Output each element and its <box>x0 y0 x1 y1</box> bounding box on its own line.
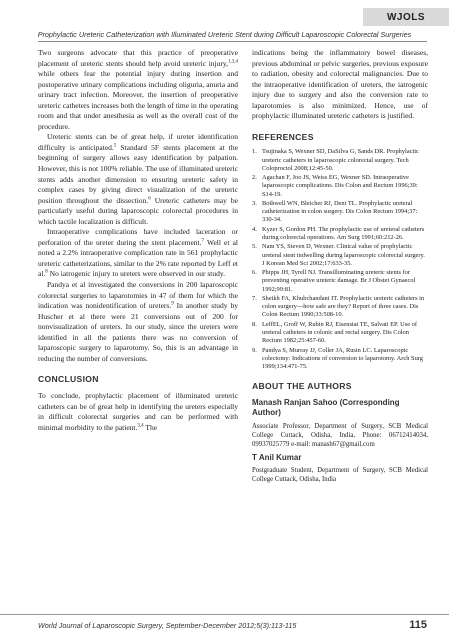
reference-number: 3. <box>252 199 257 207</box>
author-affiliation: Postgraduate Student, Department of Surgery, SCB Medical College Cuttack, Odisha, India <box>252 467 428 484</box>
section-heading-references: REFERENCES <box>252 131 314 142</box>
reference-item <box>252 226 428 242</box>
reference-number: 7. <box>252 294 257 302</box>
reference-text: Bothwell WN, Bleicher RJ, Dent TL. Prophylactic ureteral catheterization in colon surgery. Dis Colon Rectum 1994;37: 330-34. <box>262 199 418 224</box>
paragraph: Ureteric stents can be of great help, if ureter identification difficulty is anticipated.$^5$ Standard 5F stents placement at the beginning of surgery allows easy identification by palpation. However, this is not 100% reliable. The use of illuminated ureteric stents adds another dimension to ensuring ureteric safety in complex cases by giving direct visualization of the ureteric position throughout the dissection.$^6$ Ureteric catheters may be particularly useful during laparoscopic colorectal procedures in which tactile localization is difficult. <box>38 132 238 226</box>
reference-number: 8. <box>252 320 257 328</box>
reference-number: 5. <box>252 243 257 251</box>
footer-divider <box>0 614 449 615</box>
right-column <box>252 48 428 488</box>
reference-text: LeffEL, Groff W, Rubin RJ, Eisenstat TE, Salvati EP. Use of ureteral catheters in colonic and rectal surgery. Dis Colon Rectum 1982;25:457-60. <box>262 320 417 345</box>
page-number: 115 <box>409 619 427 631</box>
paragraph: indications being the inflammatory bowel diseases, previous abdominal or pelvic surgeries, previous exposure to radiation, obesity and colorectal malignancies. Due to the intraoperative identification of ureters, the iatrogenic injury due to surgery and also the conversion rate to laparotomies is also minimized. Hence, use of prophylactic illuminated ureteric catheters is justified. <box>252 48 428 121</box>
section-heading-conclusion: CONCLUSION <box>38 374 99 385</box>
reference-number: 1. <box>252 148 257 156</box>
header-divider <box>38 41 427 42</box>
reference-list <box>252 148 428 371</box>
paragraph: Two surgeons advocate that this practice of preoperative placement of ureteric stents should help avoid ureteric injury,$^{1,3,4}$ while others fear the potential injury during insertion and postoperative urinary complications including oliguria, anuria and urinary tract infection. Moreover, the insertion of preoperative ureteric catheters increases both the length of time in the operating room and that under anesthesia as well as the overall cost of the procedure. <box>38 48 238 131</box>
reference-text: Sheikh FA, Khubchandani IT. Prophylactic ureteric catheters in colon surgery—how safe are they? Report of three cases. Dis Colon Rectum 1990;33:508-10. <box>262 294 425 319</box>
reference-number: 9. <box>252 346 257 354</box>
author-name: Manash Ranjan Sahoo (Corresponding Author) <box>252 397 400 418</box>
reference-text: Kyzer S, Gordon PH. The prophylactic use of ureteral catheters during colorectal operations. Am Surg 1991;60:212-26. <box>262 225 425 241</box>
author-affiliation: Associate Professor, Department of Surgery, SCB Medical College Cuttack, Odisha, India, Phone: 06712414034, 09937025779 e-mail: manash67@gmail.com <box>252 422 428 448</box>
reference-text: Tsujinaka S, Wexner SD, DaSilva G, Sands DR. Prophylactic ureteric catheters in laparoscopic colorectal surgery. Tech Coloproctol 2008;12:45-50. <box>262 148 419 172</box>
journal-citation: World Journal of Laparoscopic Surgery, September-December 2012;5(3):113-115 <box>38 620 297 630</box>
running-title: Prophylactic Ureteric Catheterization with Illuminated Ureteric Stent during Difficult Laparoscopic Colorectal Surgeries <box>37 30 412 39</box>
reference-item <box>252 243 428 268</box>
reference-item <box>252 148 428 173</box>
reference-item <box>252 347 428 372</box>
reference-item <box>252 174 428 199</box>
section-heading-authors: ABOUT THE AUTHORS <box>252 381 352 392</box>
paragraph: Intraoperative complications have included laceration or perforation of the ureter during the stent placement.$^7$ Well et al noted a 2.2% intraoperative complication rate in 561 prophylactic ureteric catheterizations, similar to the 2% rate reported by Leff et al.$^8$ No iatrogenic injury to ureters were observed in our study. <box>38 227 238 279</box>
reference-item <box>252 269 428 294</box>
reference-text: Nam YS, Steven D, Wexner. Clinical value of prophylactic ureteral stent indwelling during laparoscopic colorectal surgery. J Korean Med Sci 2002;17:633-35. <box>262 243 425 267</box>
reference-item <box>252 200 428 225</box>
reference-item <box>252 295 428 320</box>
reference-number: 2. <box>252 174 257 182</box>
reference-item <box>252 321 428 346</box>
reference-text: Phipps JH, Tyrell NJ. Transilluminating ureteric stents for preventing operative ureteric damage. Br J Obstet Gynaecol 1992;99:81. <box>262 269 416 293</box>
page-footer <box>38 619 427 631</box>
journal-tag: WJOLS <box>363 8 449 26</box>
reference-text: Agachan F, Joo JS, Weiss EG, Wexner SD. Intraoperative laparoscopic complications. Dis Colon and Rectum 1996;39: S14-19. <box>262 174 418 198</box>
left-column <box>38 48 238 433</box>
reference-text: Pandya S, Murray JJ, Coller JA, Rusin LC. Laparoscopic colectomy: Indications of conversion to laparotomy. Arch Surg 1999;134:471-75. <box>262 346 423 370</box>
author-name: T Anil Kumar <box>252 452 302 462</box>
paragraph: Pandya et al investigated the conversions in 200 laparoscopic colorectal surgeries to laparotomies in 47 of them for which the indication was nonidentification of ureters.$^9$ In another study by Huscher et al there were 21 conversions out of 200 for nonvisualization of ureters. In our study, since the ureters were identified in all the patients there was no conversion of laparoscopic surgery to laparotomy. So, this is an advantage in reducing the number of conversions. <box>38 280 238 363</box>
paragraph: To conclude, prophylactic placement of illuminated ureteric catheters can be of great help in identifying the ureters especially in difficult colorectal surgeries and can be performed with minimal morbidity to the patient.$^{3,4}$ The <box>38 390 238 432</box>
reference-number: 6. <box>252 269 257 277</box>
reference-number: 4. <box>252 225 257 233</box>
